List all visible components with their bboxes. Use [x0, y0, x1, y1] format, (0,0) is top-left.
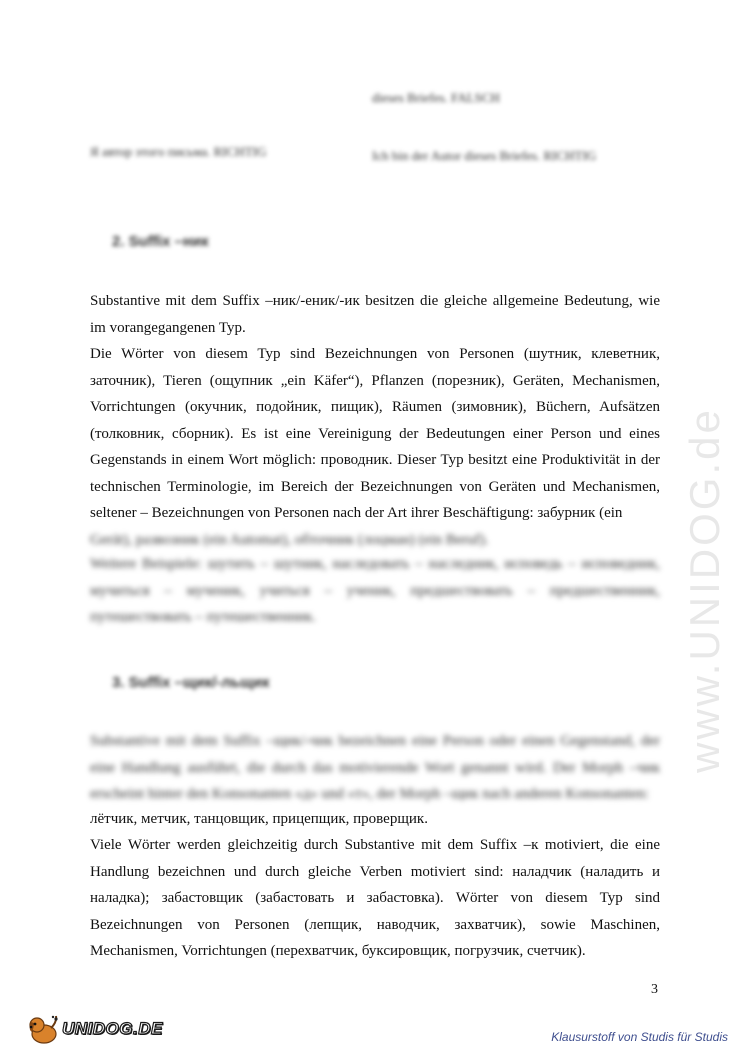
section-3-paragraph-1-tail: лётчик, метчик, танцовщик, прицепщик, проверщик. [90, 811, 428, 827]
section-3-heading: 3. Suffix –щик/-льщик [112, 674, 270, 691]
footer-logo[interactable] [26, 1012, 163, 1046]
logo-text: UNIDOG.DE [62, 1019, 163, 1038]
section-2-paragraph-2-tail: Gerät), развозник (ein Automat), обточник (лоцман) (ein Beruf). [90, 532, 489, 548]
footer-tagline: Klausurstoff von Studis für Studis [551, 1030, 728, 1044]
section-2-paragraph-2: Die Wörter von diesem Typ sind Bezeichnungen von Personen (шутник, клеветник, заточник), Tieren (ощупник „ein Käfer“), Pflanzen (порезник), Geräten, Mechanismen, Vorrichtungen (окучник, подойник, пищик), Räumen (зимовник), Büchern, Aufsätzen (толковник, сборник). Es ist eine Vereinigung der Bedeutungen einer Person und eines Gegenstands in einem Wort möglich: проводник. Dieser Typ besitzt eine Produktivität in der technischen Terminologie, im Bereich der Bezeichnungen von Geräten und Mechanismen, seltener – Bezeichnungen von Personen nach der Art ihrer Beschäftigung: забурник (ein [90, 346, 660, 521]
table-cell-row2-right: Ich bin der Autor dieses Briefes. RICHTIG [372, 148, 597, 163]
watermark-text: www.UNIDOG.de [681, 407, 728, 773]
section-3-paragraph-1: Substantive mit dem Suffix –щик/-чик bezeichnen eine Person oder einen Gegenstand, der eine Handlung ausführt, die durch das motivierende Wort genannt wird. Der Morph –чик erscheint hinter den Konsonanten «д» und «т», der Morph –щик nach anderen Konsonanten: [90, 733, 660, 802]
table-cell-row1-right: dieses Briefes. FALSCH [372, 90, 500, 105]
dog-icon [26, 1012, 60, 1046]
section-2-heading: 2. Suffix –ник [112, 233, 209, 250]
section-3-paragraph-2: Viele Wörter werden gleichzeitig durch Substantive mit dem Suffix –к motiviert, die eine Handlung bezeichnen und durch gleiche Verben motiviert sind: наладчик (наладить и наладка); забастовщик (забастовать и забастовка). Wörter von diesem Typ sind Bezeichnungen von Personen (лепщик, наводчик, захватчик), sowie Maschinen, Mechanismen, Vorrichtungen (перехватчик, буксировщик, погрузчик, счетчик). [90, 837, 660, 959]
section-2-paragraph-1: Substantive mit dem Suffix –ник/-еник/-ик besitzen die gleiche allgemeine Bedeutung, wie im vorangegangenen Typ. [90, 293, 660, 336]
section-2-examples: Weitere Beispiele: шутить – шутник, наследовать – наследник, исповедь – исповедник, мучиться – мученик, учиться – ученик, предшествовать – предшественник, путешествовать – путешественник. [90, 556, 660, 625]
table-cell-row2-left: Я автор этого письма. RICHTIG [90, 144, 267, 159]
page-number: 3 [651, 982, 658, 997]
